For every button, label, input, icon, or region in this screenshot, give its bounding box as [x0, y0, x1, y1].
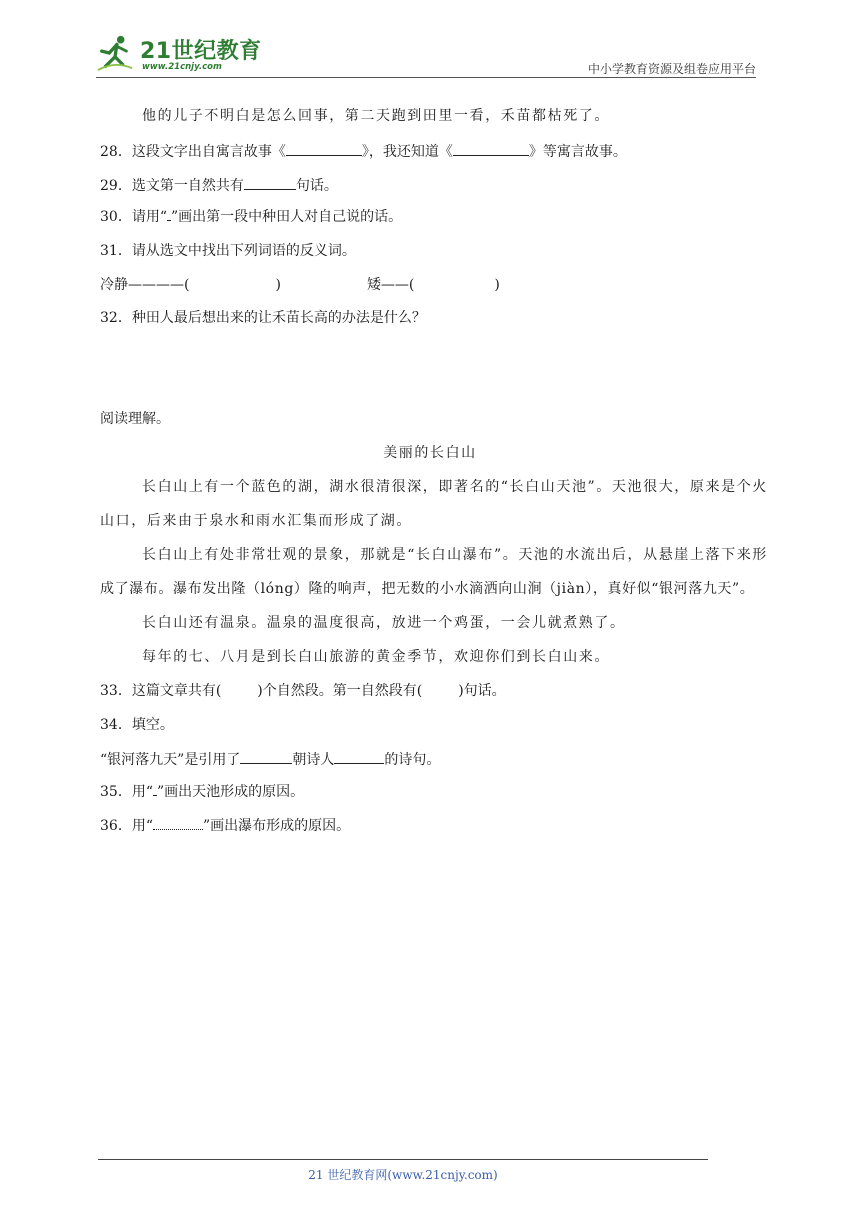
antonym-close-1: ) [275, 277, 281, 293]
q29-blank[interactable] [244, 174, 296, 190]
question-30 [100, 207, 402, 227]
logo-text: 21世纪教育 [140, 39, 262, 64]
q34-prefix: “银河落九天”是引用了 [100, 752, 241, 768]
paragraph-3: 长白山还有温泉。温泉的温度很高，放进一个鸡蛋，一会儿就煮熟了。 [142, 615, 626, 631]
q36-suffix: ”画出瀑布形成的原因。 [202, 818, 351, 834]
runner-logo-icon [96, 34, 134, 72]
q28-blank-2[interactable] [453, 140, 529, 156]
q34-blank-poet[interactable] [334, 748, 384, 764]
question-36 [100, 816, 350, 836]
passage-title: 美丽的长白山 [383, 445, 477, 461]
q36-prefix: 36．用“ [100, 818, 153, 834]
question-34-fill [100, 748, 440, 770]
passage-end-line: 他的儿子不明白是怎么回事，第二天跑到田里一看，禾苗都枯死了。 [142, 108, 610, 124]
q30-suffix: ”画出第一段中种田人对自己说的话。 [170, 209, 403, 225]
q33-suffix: )句话。 [458, 683, 506, 699]
wavy-underline-symbol-icon [153, 817, 203, 830]
q28-prefix: 28．这段文字出自寓言故事《 [100, 144, 286, 160]
question-33 [100, 681, 506, 701]
paragraph-2-line-1: 长白山上有处非常壮观的景象，那就是“长白山瀑布”。天池的水流出后，从悬崖上落下来形 [142, 547, 768, 563]
paragraph-4: 每年的七、八月是到长白山旅游的黄金季节，欢迎你们到长白山来。 [142, 649, 610, 665]
q29-suffix: 句话。 [295, 178, 338, 194]
antonym-word-1: 冷静————( [100, 277, 190, 293]
reading-instruction: 阅读理解。 [100, 411, 170, 427]
site-logo [96, 34, 266, 78]
q35-suffix: ”画出天池形成的原因。 [156, 784, 305, 800]
q28-suffix: 》等寓言故事。 [528, 144, 627, 160]
q34-blank-dynasty[interactable] [240, 748, 292, 764]
question-28 [100, 140, 627, 162]
paragraph-1-line-1: 长白山上有一个蓝色的湖，湖水很清很深，即著名的“长白山天池”。天池很大，原来是个火 [142, 479, 768, 495]
footer-divider [98, 1159, 708, 1160]
page-header [96, 28, 756, 78]
header-divider [96, 77, 756, 78]
q28-blank-1[interactable] [286, 140, 362, 156]
q33-prefix: 33．这篇文章共有( [100, 683, 222, 699]
paragraph-1-line-2: 山口，后来由于泉水和雨水汇集而形成了湖。 [100, 513, 412, 529]
antonym-word-2: 矮——( [366, 277, 415, 293]
question-34: 34．填空。 [100, 717, 174, 733]
paragraph-2-line-2: 成了瀑布。瀑布发出隆（lóng）隆的响声，把无数的小水滴洒向山涧（jiàn），真好似“银河落九天”。 [100, 581, 755, 597]
q35-prefix: 35．用“ [100, 784, 153, 800]
question-31: 31．请从选文中找出下列词语的反义词。 [100, 243, 356, 259]
question-29 [100, 174, 338, 196]
q29-prefix: 29．选文第一自然共有 [100, 178, 244, 194]
antonym-row [100, 275, 500, 295]
q28-mid: 》，我还知道《 [361, 144, 453, 160]
question-35 [100, 782, 304, 802]
logo-url: www.21cnjy.com [142, 62, 222, 72]
footer-text: 21 世纪教育网(www.21cnjy.com) [308, 1168, 498, 1182]
q33-mid: )个自然段。第一自然段有( [257, 683, 423, 699]
q34-mid: 朝诗人 [292, 752, 335, 768]
antonym-close-2: ) [494, 277, 500, 293]
q34-suffix: 的诗句。 [384, 752, 441, 768]
q30-prefix: 30．请用“ [100, 209, 167, 225]
header-platform-text: 中小学教育资源及组卷应用平台 [587, 62, 756, 76]
question-32: 32．种田人最后想出来的让禾苗长高的办法是什么？ [100, 310, 426, 326]
